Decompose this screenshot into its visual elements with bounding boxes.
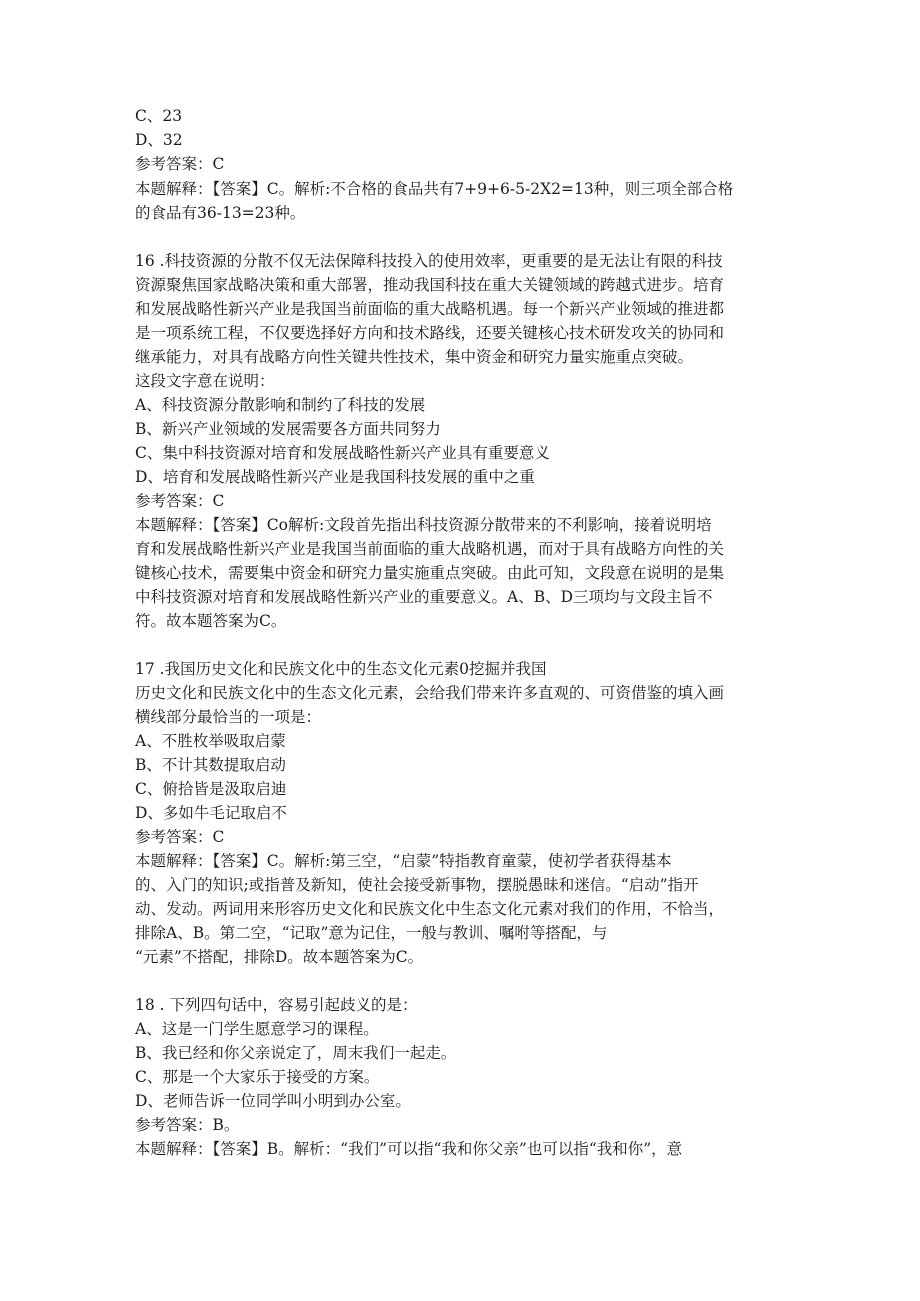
q16-stem-line-3: 和发展战略性新兴产业是我国当前面临的重大战略机遇。每一个新兴产业领域的推进都: [135, 300, 725, 318]
q17-explanation-line-3: 动、发动。两词用来形容历史文化和民族文化中生态文化元素对我们的作用，不恰当，: [135, 900, 725, 918]
q15-option-c: C、23: [135, 107, 183, 125]
q16-explanation-line-2: 育和发展战略性新兴产业是我国当前面临的重大战略机遇，而对于具有战略方向性的关: [135, 540, 725, 558]
q18-option-d: D、老师告诉一位同学叫小明到办公室。: [135, 1092, 411, 1110]
q17-explanation-line-2: 的、入门的知识;或指普及新知，使社会接受新事物，摆脱愚昧和迷信。“启动”指开: [135, 876, 699, 894]
q17-stem-line-2: 历史文化和民族文化中的生态文化元素，会给我们带来许多直观的、可资借鉴的填入画: [135, 684, 725, 702]
q16-explanation-line-5: 符。故本题答案为C。: [135, 612, 287, 630]
q17-explanation-line-1: 本题解释：【答案】C。解析:第三空，“启蒙”特指教育童蒙，使初学者获得基本: [135, 852, 672, 870]
q15-explanation-line-2: 的食品有36-13=23种。: [135, 204, 306, 222]
q16-prompt: 这段文字意在说明：: [135, 372, 275, 390]
q16-stem-line-1: 16 .科技资源的分散不仅无法保障科技投入的使用效率，更重要的是无法让有限的科技: [135, 252, 723, 270]
q16-option-a: A、科技资源分散影响和制约了科技的发展: [135, 396, 426, 414]
q17-prompt: 横线部分最恰当的一项是：: [135, 708, 322, 726]
q16-reference-answer: 参考答案：C: [135, 492, 225, 510]
q15-reference-answer: 参考答案：C: [135, 155, 225, 173]
q16-option-c: C、集中科技资源对培育和发展战略性新兴产业具有重要意义: [135, 444, 550, 462]
q18-stem: 18 . 下列四句话中，容易引起歧义的是：: [135, 996, 418, 1014]
q16-option-b: B、新兴产业领域的发展需要各方面共同努力: [135, 420, 441, 438]
q17-option-c: C、俯拾皆是汲取启迪: [135, 780, 287, 798]
q16-option-d: D、培育和发展战略性新兴产业是我国科技发展的重中之重: [135, 468, 535, 486]
q17-explanation-line-5: “元素”不搭配，排除D。故本题答案为C。: [135, 948, 424, 966]
q18-reference-answer: 参考答案：B。: [135, 1116, 240, 1134]
q18-explanation-line-1: 本题解释：【答案】B。解析：“我们”可以指“我和你父亲”也可以指“我和你”，意: [135, 1140, 683, 1158]
q18-option-c: C、那是一个大家乐于接受的方案。: [135, 1068, 380, 1086]
q16-explanation-line-3: 键核心技术，需要集中资金和研究力量实施重点突破。由此可知，文段意在说明的是集: [135, 564, 725, 582]
q16-stem-line-5: 继承能力，对具有战略方向性关键共性技术，集中资金和研究力量实施重点突破。: [135, 348, 694, 366]
q17-option-b: B、不计其数提取启动: [135, 756, 286, 774]
q16-explanation-line-1: 本题解释：【答案】Co解析:文段首先指出科技资源分散带来的不利影响，接着说明培: [135, 516, 712, 534]
q15-option-d: D、32: [135, 131, 183, 149]
q15-explanation-line-1: 本题解释：【答案】C。解析:不合格的食品共有7+9+6-5-2X2=13种，则三项全部合格: [135, 180, 734, 198]
q18-option-b: B、我已经和你父亲说定了，周末我们一起走。: [135, 1044, 457, 1062]
q16-stem-line-4: 是一项系统工程，不仅要选择好方向和技术路线，还要关键核心技术研发攻关的协同和: [135, 324, 725, 342]
q17-explanation-line-4: 排除A、B。第二空，“记取”意为记住，一般与教训、嘱咐等搭配，与: [135, 924, 608, 942]
q18-option-a: A、这是一门学生愿意学习的课程。: [135, 1020, 379, 1038]
q17-option-a: A、不胜枚举吸取启蒙: [135, 732, 286, 750]
q16-explanation-line-4: 中科技资源对培育和发展战略性新兴产业的重要意义。A、B、D三项均与文段主旨不: [135, 588, 713, 606]
q17-stem-line-1: 17 .我国历史文化和民族文化中的生态文化元素0挖掘并我国: [135, 660, 547, 678]
q17-reference-answer: 参考答案：C: [135, 828, 225, 846]
q16-stem-line-2: 资源聚焦国家战略决策和重大部署，推动我国科技在重大关键领域的跨越式进步。培育: [135, 276, 725, 294]
q17-option-d: D、多如牛毛记取启不: [135, 804, 287, 822]
